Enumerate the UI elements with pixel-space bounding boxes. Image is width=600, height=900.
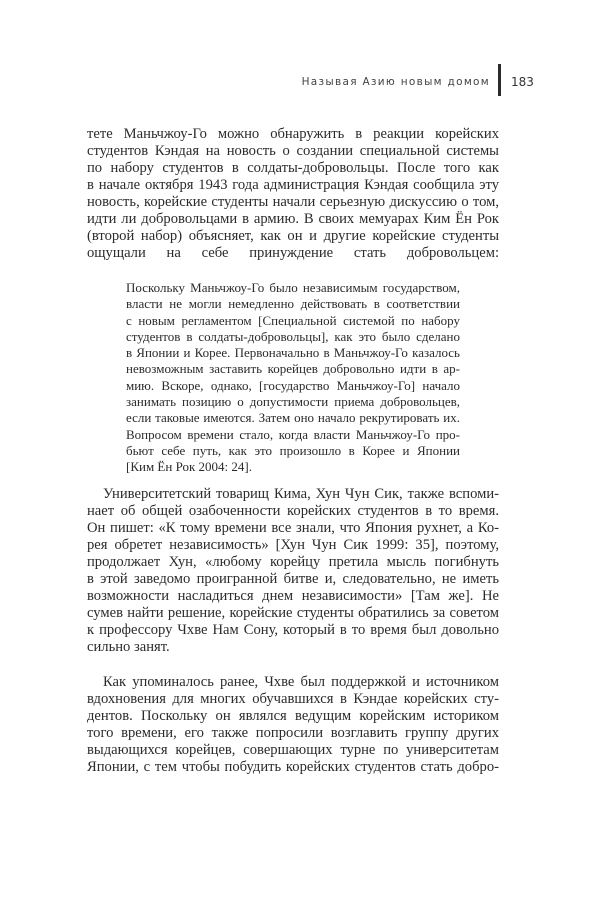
text-line: к профессору Чхве Нам Сону, который в то время был довольно — [87, 622, 499, 638]
text-line: мию. Вскоре, однако, [государство Маньчжоу-Го] начало — [126, 377, 460, 393]
text-line: бьют себе путь, как это произошло в Корее и Японии — [126, 442, 460, 458]
text-line: в этой заведомо проигранной битве и, следовательно, не иметь — [87, 571, 499, 587]
text-line: в начале октября 1943 года администрация Кэндая сообщила эту — [87, 177, 499, 193]
text-line: возможности насладиться днем независимости» [Там же]. Не — [87, 588, 499, 604]
text-line: по набору студентов в солдаты-добровольцы. После того как — [87, 160, 499, 176]
text-line: если таковые имеются. Затем оно начало рекрутировать их. — [126, 410, 460, 426]
text-line: Как упоминалось ранее, Чхве был поддержкой и источником — [103, 674, 499, 690]
paragraph-1 — [87, 126, 499, 262]
text-line: продолжает Хун, «любому корейцу претила мысль погибнуть — [87, 554, 499, 570]
text-line: новость, корейские студенты начали серьезную дискуссию о том, — [87, 194, 499, 210]
text-line: Он пишет: «К тому времени все знали, что Япония рухнет, а Ко- — [87, 520, 499, 536]
text-line: того времени, его также попросили возглавить группу других — [87, 725, 499, 741]
text-line: сумев найти решение, корейские студенты обратились за советом — [87, 605, 499, 621]
text-line: невозможным заставить корейцев добровольно идти в ар- — [126, 361, 460, 377]
text-line: выдающихся корейцев, совершающих турне по университетам — [87, 742, 499, 758]
block-quote — [126, 280, 460, 476]
header-divider — [498, 64, 501, 96]
page-number: 183 — [511, 75, 534, 89]
text-line: Поскольку Маньчжоу-Го было независимым государством, — [126, 280, 460, 295]
text-line: студентов в солдаты-добровольцы], как это было сделано — [126, 328, 460, 344]
paragraph-2 — [87, 486, 499, 656]
text-line: в Японии и Корее. Первоначально в Маньчжоу-Го казалось — [126, 345, 460, 361]
text-line: с новым регламентом [Специальной системой по набору — [126, 312, 460, 328]
text-line: идти ли добровольцами в армию. В своих мемуарах Ким Ён Рок — [87, 211, 499, 227]
text-line: (второй набор) объясняет, как он и другие корейские студенты — [87, 228, 499, 244]
text-line: студентов Кэндая на новость о создании специальной системы — [87, 143, 499, 159]
running-title: Называя Азию новым домом — [301, 76, 490, 88]
text-line: дентов. Поскольку он являлся ведущим корейским историком — [87, 708, 499, 724]
text-line: занимать позицию о допустимости приема добровольцев, — [126, 394, 460, 410]
text-line: рея обретет независимость» [Хун Чун Сик 1999: 35], поэтому, — [87, 537, 499, 553]
text-line: сильно занят. — [87, 639, 170, 655]
text-line: Вопросом времени стало, когда власти Маньчжоу-Го про- — [126, 426, 460, 442]
text-line: Университетский товарищ Кима, Хун Чун Сик, также вспоми- — [103, 486, 499, 502]
text-line: вдохновения для многих обучавшихся в Кэндае корейских сту- — [87, 691, 499, 707]
text-line: [Ким Ён Рок 2004: 24]. — [126, 459, 252, 475]
text-line: власти не могли немедленно действовать в соответствии — [126, 296, 460, 312]
text-line: тете Маньчжоу-Го можно обнаружить в реакции корейских — [87, 126, 499, 142]
text-line: Японии, с тем чтобы побудить корейских студентов стать добро- — [87, 759, 499, 775]
text-line: ощущали на себе принуждение стать добровольцем: — [87, 245, 499, 261]
text-line: нает об общей озабоченности корейских студентов в то время. — [87, 503, 499, 519]
paragraph-3 — [87, 674, 499, 776]
